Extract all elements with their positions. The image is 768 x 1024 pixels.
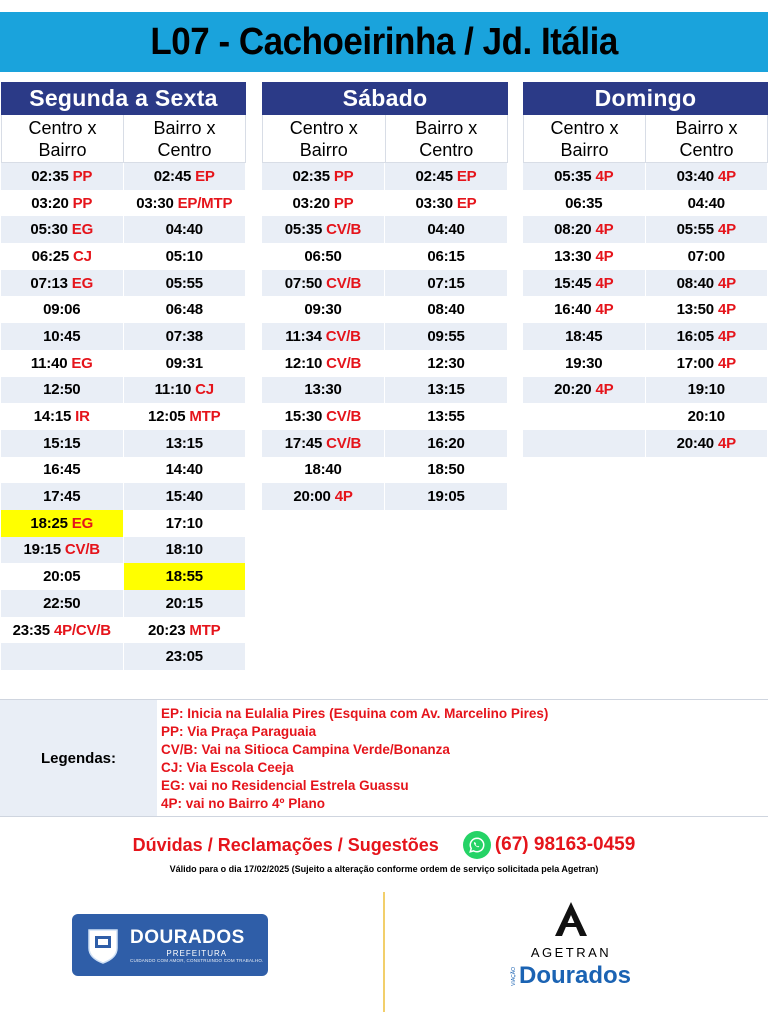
departure-cell: [262, 457, 385, 484]
legend-item: EP: Inicia na Eulalia Pires (Esquina com Av. Marcelino Pires): [161, 706, 549, 721]
departure-cell: [646, 430, 768, 457]
departure-cell: [1, 430, 124, 457]
departure-cell: [385, 430, 508, 457]
departure-time: 02:45: [153, 167, 192, 185]
departure-cell: [262, 270, 385, 297]
departure-cell: [124, 510, 247, 537]
departure-cell: [385, 323, 508, 350]
departure-time: 16:40: [554, 301, 592, 319]
departure-cell: [262, 163, 385, 190]
departure-time: 18:50: [427, 461, 465, 479]
departure-cell: [385, 350, 508, 377]
schedule-row: [1, 590, 246, 617]
contact-line: [0, 830, 768, 860]
departure-time: 15:45: [554, 274, 592, 292]
departure-cell: [646, 190, 768, 217]
footer-divider: [383, 892, 385, 1012]
departure-cell: [646, 403, 768, 430]
departure-time: 13:50: [676, 301, 714, 319]
departure-time: 18:40: [304, 461, 342, 479]
departure-time: 19:05: [427, 488, 465, 506]
departure-cell: [523, 377, 646, 404]
departure-time: 11:34: [285, 327, 322, 345]
departure-cell: [523, 163, 646, 190]
schedule-row: [523, 190, 768, 217]
schedule-row: [523, 430, 768, 457]
contact-text: Dúvidas / Reclamações / Sugestões: [132, 834, 439, 855]
departure-time: 20:20: [554, 381, 592, 399]
schedule-row: [1, 163, 246, 190]
departure-cell: [1, 617, 124, 644]
schedule-sunday: [523, 82, 768, 457]
departure-cell: [1, 643, 124, 670]
schedule-row: [523, 270, 768, 297]
schedule-row: [1, 403, 246, 430]
departure-time: 17:10: [165, 514, 203, 532]
departure-time: 18:45: [565, 327, 603, 345]
route-code: EG: [71, 514, 94, 532]
phone-number[interactable]: (67) 98163-0459: [494, 834, 636, 855]
route-code: 4P: [595, 221, 614, 239]
departure-time: 19:15: [23, 541, 61, 559]
departure-cell: [1, 190, 124, 217]
legend-item: 4P: vai no Bairro 4º Plano: [161, 796, 325, 811]
schedule-day-header: Segunda a Sexta: [1, 82, 246, 115]
departure-cell: [1, 216, 124, 243]
departure-time: 13:55: [427, 408, 465, 426]
departure-cell: [124, 643, 247, 670]
departure-time: 20:15: [165, 594, 203, 612]
route-code: 4P: [717, 354, 736, 372]
departure-cell: [124, 190, 247, 217]
schedule-weekdays: [1, 82, 246, 670]
route-code: 4P: [595, 247, 614, 265]
departure-time: 05:55: [676, 221, 714, 239]
departure-time: 12:10: [284, 354, 323, 372]
route-code: CJ: [73, 247, 92, 265]
route-code: CV/B: [326, 274, 362, 292]
departure-time: 16:05: [676, 327, 714, 345]
departure-cell: [124, 403, 247, 430]
departure-time: 06:48: [165, 301, 203, 319]
departure-cell: [385, 377, 508, 404]
schedule-row: [1, 216, 246, 243]
departure-time: 20:05: [43, 568, 81, 586]
route-code: EG: [71, 354, 93, 372]
departure-time: 22:50: [43, 594, 81, 612]
whatsapp-icon: [463, 831, 491, 859]
route-code: CV/B: [326, 434, 362, 452]
departure-cell: [1, 457, 124, 484]
schedule-row: [1, 377, 246, 404]
departure-time: 08:40: [427, 301, 465, 319]
route-code: 4P: [595, 381, 614, 399]
departure-cell: [523, 216, 646, 243]
column-header: Bairro x Centro: [646, 115, 768, 163]
departure-time: 03:30: [415, 194, 453, 212]
schedule-row: [523, 350, 768, 377]
departure-cell: [523, 430, 646, 457]
schedule-row: [523, 377, 768, 404]
departure-cell: [385, 216, 508, 243]
departure-cell: [124, 270, 247, 297]
departure-time: 07:50: [284, 274, 323, 292]
route-code: CV/B: [325, 327, 361, 345]
schedule-row: [523, 403, 768, 430]
departure-cell: [1, 403, 124, 430]
schedule-row: [1, 483, 246, 510]
column-header: Bairro x Centro: [124, 115, 246, 163]
departure-time: 18:55: [165, 568, 203, 586]
departure-cell: [523, 403, 646, 430]
departure-cell: [124, 537, 247, 564]
route-code: 4P: [717, 327, 736, 345]
schedule-row: [262, 243, 508, 270]
departure-time: 18:10: [165, 541, 203, 559]
route-code: CV/B: [326, 354, 362, 372]
route-code: 4P: [595, 167, 614, 185]
departure-time: 03:20: [292, 194, 330, 212]
departure-time: 08:40: [676, 274, 714, 292]
departure-time: 03:40: [676, 167, 714, 185]
column-header: Centro x Bairro: [263, 115, 386, 163]
route-code: EP: [456, 194, 477, 212]
departure-cell: [1, 163, 124, 190]
departure-time: 20:40: [676, 434, 714, 452]
schedule-row: [1, 296, 246, 323]
departure-cell: [124, 243, 247, 270]
departure-time: 18:25: [30, 514, 68, 532]
column-header: Centro x Bairro: [524, 115, 646, 163]
logo-prefeitura-text: PREFEITURA: [166, 949, 228, 958]
departure-cell: [385, 163, 508, 190]
departure-time: 05:10: [165, 247, 203, 265]
departure-cell: [523, 350, 646, 377]
departure-time: 14:15: [33, 408, 72, 426]
departure-time: 13:15: [427, 381, 465, 399]
legend-label: Legendas:: [0, 700, 157, 816]
route-code: 4P/CV/B: [53, 621, 111, 639]
city-shield-icon: [86, 926, 120, 964]
legend-item: PP: Via Praça Paraguaia: [161, 724, 317, 739]
column-header: Bairro x Centro: [386, 115, 509, 163]
departure-cell: [385, 270, 508, 297]
schedule-row: [262, 377, 508, 404]
route-code: PP: [333, 167, 354, 185]
route-code: MTP: [189, 408, 221, 426]
departure-time: 08:20: [554, 221, 592, 239]
schedule-day-header: Domingo: [523, 82, 768, 115]
route-code: EP: [456, 167, 477, 185]
route-code: 4P: [595, 274, 614, 292]
departure-time: 02:45: [415, 167, 453, 185]
schedule-row: [1, 617, 246, 644]
departure-cell: [385, 403, 508, 430]
schedule-row: [262, 296, 508, 323]
departure-time: 19:10: [687, 381, 725, 399]
departure-time: 23:05: [165, 648, 203, 666]
schedule-row: [1, 643, 246, 670]
validity-note: Válido para o dia 17/02/2025 (Sujeito a alteração conforme ordem de serviço solicitada pela Agetran): [169, 864, 599, 874]
departure-time: 04:40: [427, 221, 465, 239]
schedule-row: [523, 243, 768, 270]
schedule-row: [262, 350, 508, 377]
departure-cell: [124, 296, 247, 323]
route-code: CV/B: [326, 221, 362, 239]
schedule-row: [1, 270, 246, 297]
departure-time: 13:15: [165, 434, 203, 452]
departure-cell: [262, 350, 385, 377]
departure-cell: [262, 243, 385, 270]
route-code: MTP: [189, 621, 221, 639]
departure-time: 14:40: [165, 461, 203, 479]
schedule-row: [1, 563, 246, 590]
departure-cell: [523, 190, 646, 217]
schedule-row: [262, 270, 508, 297]
route-code: EG: [71, 274, 94, 292]
schedule-row: [1, 243, 246, 270]
departure-time: 17:45: [284, 434, 323, 452]
dourados-prefeitura-logo: [72, 914, 268, 976]
departure-cell: [523, 270, 646, 297]
route-code: 4P: [595, 301, 614, 319]
departure-time: 07:15: [427, 274, 465, 292]
schedule-row: [523, 163, 768, 190]
route-code: 4P: [717, 167, 736, 185]
departure-time: 20:10: [687, 408, 725, 426]
departure-cell: [124, 377, 247, 404]
departure-cell: [646, 377, 768, 404]
departure-cell: [124, 163, 247, 190]
departure-cell: [262, 323, 385, 350]
departure-time: 16:20: [427, 434, 465, 452]
legend-list: [157, 700, 548, 816]
departure-time: 03:20: [31, 194, 69, 212]
route-code: 4P: [717, 301, 736, 319]
departure-time: 06:50: [304, 247, 342, 265]
column-headers: [1, 115, 246, 163]
departure-cell: [262, 296, 385, 323]
departure-cell: [523, 243, 646, 270]
departure-time: 20:23: [148, 621, 186, 639]
departure-time: 05:35: [284, 221, 323, 239]
departure-time: 05:30: [30, 221, 68, 239]
agetran-a-icon: [551, 900, 591, 938]
legend-item: EG: vai no Residencial Estrela Guassu: [161, 778, 409, 793]
title-bar: [0, 12, 768, 72]
schedule-row: [262, 190, 508, 217]
logo-dourados-text: DOURADOS: [130, 927, 245, 948]
departure-time: 06:15: [427, 247, 465, 265]
agetran-logo: [496, 900, 646, 995]
route-code: CV/B: [326, 408, 362, 426]
departure-time: 04:40: [687, 194, 725, 212]
departure-cell: [124, 323, 247, 350]
departure-cell: [385, 483, 508, 510]
route-code: EP/MTP: [177, 194, 233, 212]
route-code: 4P: [717, 221, 736, 239]
route-code: PP: [333, 194, 354, 212]
schedule-row: [1, 350, 246, 377]
schedule-row: [262, 216, 508, 243]
departure-time: 04:40: [165, 221, 203, 239]
schedule-row: [1, 510, 246, 537]
departure-time: 09:55: [427, 327, 465, 345]
departure-time: 19:30: [565, 354, 603, 372]
route-code: CV/B: [64, 541, 100, 559]
departure-time: 12:30: [427, 354, 465, 372]
schedule-row: [1, 190, 246, 217]
departure-cell: [385, 296, 508, 323]
departure-cell: [646, 163, 768, 190]
departure-time: 09:06: [43, 301, 81, 319]
logo-tagline: CUIDANDO COM AMOR, CONSTRUINDO COM TRABALHO.: [130, 958, 264, 963]
departure-cell: [1, 270, 124, 297]
viacao-text: VIAÇÃO: [510, 966, 517, 986]
departure-time: 17:45: [43, 488, 81, 506]
route-code: EP: [195, 167, 215, 185]
departure-time: 13:30: [554, 247, 592, 265]
departure-cell: [262, 483, 385, 510]
schedule-saturday: [262, 82, 508, 510]
departure-time: 07:00: [687, 247, 725, 265]
route-code: CJ: [195, 381, 214, 399]
departure-cell: [124, 617, 247, 644]
departure-cell: [1, 350, 124, 377]
route-code: PP: [72, 194, 93, 212]
departure-cell: [124, 430, 247, 457]
legend-item: CV/B: Vai na Sitioca Campina Verde/Bonanza: [161, 742, 450, 757]
route-code: 4P: [717, 274, 736, 292]
schedule-row: [523, 323, 768, 350]
departure-time: 10:45: [43, 327, 81, 345]
schedule-row: [262, 483, 508, 510]
legend-box: [0, 699, 768, 817]
route-code: 4P: [717, 434, 736, 452]
departure-cell: [646, 216, 768, 243]
departure-time: 05:55: [165, 274, 203, 292]
departure-time: 06:25: [31, 247, 70, 265]
schedule-row: [262, 457, 508, 484]
column-header: Centro x Bairro: [2, 115, 124, 163]
departure-time: 12:05: [148, 408, 186, 426]
schedule-row: [523, 296, 768, 323]
departure-time: 23:35: [12, 621, 50, 639]
departure-time: 11:10: [154, 381, 192, 399]
route-code: EG: [71, 221, 94, 239]
departure-cell: [124, 350, 247, 377]
agetran-text: AGETRAN: [530, 945, 612, 960]
schedule-row: [1, 457, 246, 484]
departure-time: 15:40: [165, 488, 203, 506]
departure-cell: [124, 563, 247, 590]
route-code: 4P: [334, 488, 353, 506]
schedule-row: [262, 323, 508, 350]
departure-cell: [523, 323, 646, 350]
schedule-row: [262, 163, 508, 190]
departure-cell: [124, 590, 247, 617]
column-headers: [262, 115, 508, 163]
departure-cell: [262, 190, 385, 217]
route-code: PP: [72, 167, 93, 185]
departure-time: 17:00: [676, 354, 714, 372]
departure-cell: [262, 377, 385, 404]
legend-item: CJ: Via Escola Ceeja: [161, 760, 294, 775]
departure-time: 11:40: [30, 354, 68, 372]
departure-cell: [1, 296, 124, 323]
departure-cell: [385, 190, 508, 217]
departure-cell: [124, 483, 247, 510]
departure-time: 09:31: [165, 354, 203, 372]
page-title: L07 - Cachoeirinha / Jd. Itália: [150, 20, 618, 63]
departure-time: 13:30: [304, 381, 342, 399]
departure-time: 16:45: [43, 461, 81, 479]
departure-time: 15:30: [284, 408, 323, 426]
departure-time: 03:30: [136, 194, 174, 212]
departure-time: 07:38: [165, 327, 203, 345]
departure-cell: [523, 296, 646, 323]
departure-cell: [1, 323, 124, 350]
departure-cell: [262, 216, 385, 243]
departure-time: 05:35: [554, 167, 592, 185]
departure-cell: [1, 537, 124, 564]
departure-cell: [1, 510, 124, 537]
departure-cell: [262, 403, 385, 430]
departure-cell: [1, 563, 124, 590]
departure-time: 06:35: [565, 194, 603, 212]
departure-time: 09:30: [304, 301, 342, 319]
departure-cell: [385, 243, 508, 270]
departure-cell: [646, 296, 768, 323]
departure-cell: [385, 457, 508, 484]
departure-cell: [646, 243, 768, 270]
departure-time: 20:00: [293, 488, 331, 506]
departure-cell: [646, 270, 768, 297]
column-headers: [523, 115, 768, 163]
departure-cell: [124, 216, 247, 243]
schedule-row: [523, 216, 768, 243]
route-code: IR: [75, 408, 90, 426]
schedule-row: [262, 430, 508, 457]
schedule-row: [262, 403, 508, 430]
departure-cell: [262, 430, 385, 457]
schedule-row: [1, 430, 246, 457]
departure-cell: [646, 350, 768, 377]
schedule-row: [1, 323, 246, 350]
departure-cell: [1, 243, 124, 270]
departure-time: 07:13: [30, 274, 68, 292]
departure-cell: [1, 590, 124, 617]
departure-cell: [124, 457, 247, 484]
departure-time: 02:35: [292, 167, 330, 185]
schedule-row: [1, 537, 246, 564]
departure-time: 12:50: [43, 381, 81, 399]
departure-time: 15:15: [43, 434, 81, 452]
departure-cell: [1, 483, 124, 510]
schedule-day-header: Sábado: [262, 82, 508, 115]
departure-cell: [1, 377, 124, 404]
viacao-dourados-text: Dourados: [518, 962, 631, 989]
departure-cell: [646, 323, 768, 350]
departure-time: 02:35: [31, 167, 69, 185]
